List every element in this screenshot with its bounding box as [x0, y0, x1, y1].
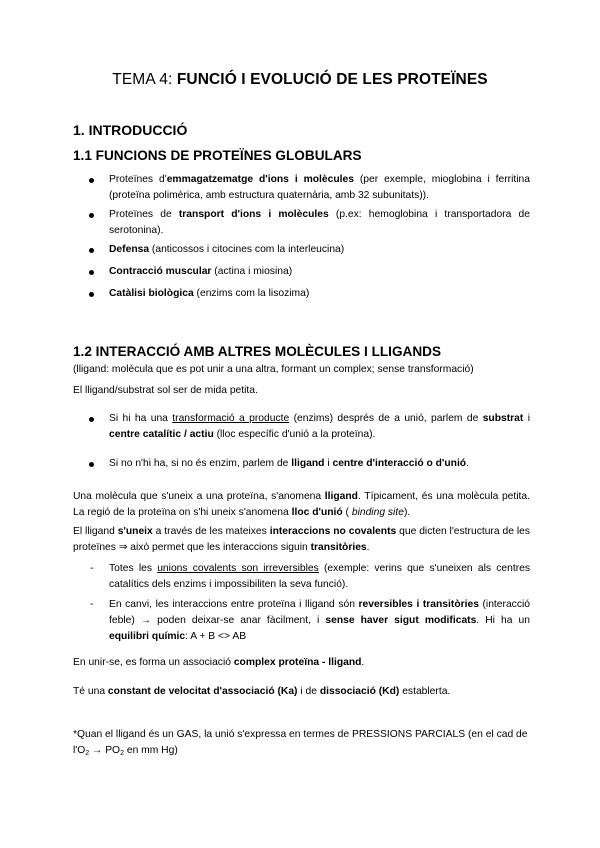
- item-underline: transformació a producte: [172, 413, 290, 424]
- functions-list: [73, 286, 530, 302]
- text: Té una: [73, 686, 108, 697]
- text-bold: interaccions no covalents: [269, 526, 397, 537]
- item-bold: equilibri químic: [109, 631, 186, 642]
- dash-icon: -: [90, 563, 94, 574]
- size-note: El lligand/substrat sol ser de mida petita.: [73, 385, 258, 396]
- item-text: Proteïnes de: [109, 209, 179, 220]
- item-text: Proteïnes d': [109, 174, 167, 185]
- list-item: [73, 597, 530, 645]
- item-text: (interacció feble) → poden deixar-se anar fàcilment, i: [109, 599, 530, 626]
- item-bold: sense haver sigut modificats: [325, 615, 477, 626]
- title-prefix: TEMA 4:: [112, 71, 177, 88]
- item-bold: emmagatzematge d'ions i molècules: [166, 174, 354, 185]
- text: establerta.: [399, 686, 451, 697]
- item-bold: Contracció muscular: [109, 266, 212, 277]
- functions-list: [73, 207, 530, 239]
- document-title: [0, 71, 600, 89]
- text: *Quan el lligand és un GAS, la unió s'expressa en termes de PRESSIONS PARCIALS (en el cad de l'O: [73, 729, 528, 756]
- text-bold: complex proteïna - lligand: [233, 657, 362, 668]
- paragraph-unio: [73, 524, 530, 556]
- bullet-icon: [89, 270, 94, 275]
- functions-list: [73, 264, 530, 280]
- interaction-list: [73, 456, 530, 472]
- text: → PO: [89, 745, 121, 756]
- item-text: (enzims) després de a unió, parlem de: [289, 413, 483, 424]
- covalent-list: [73, 561, 530, 593]
- text-bold: constant de velocitat d'associació (Ka): [107, 686, 298, 697]
- text: En unir-se, es forma un associació: [73, 657, 234, 668]
- text: Una molècula que s'uneix a una proteïna, s'anomena: [73, 491, 325, 502]
- list-item: [73, 172, 530, 204]
- list-item: [73, 411, 530, 443]
- item-text: (per exemple, mioglobina i ferritina (proteïna polimèrica, amb estructura quaternària, amb 32 subunitats)).: [109, 174, 530, 201]
- item-text: Si hi ha una: [109, 413, 173, 424]
- functions-list: [73, 172, 530, 204]
- item-bold: Catàlisi biològica: [109, 288, 194, 299]
- text: a través de les mateixes: [152, 526, 270, 537]
- section-heading-introduccio: 1. INTRODUCCIÓ: [73, 122, 188, 138]
- item-text: Si no n'hi ha, si no és enzim, parlem de: [109, 458, 292, 469]
- subsection-heading-funcions: 1.1 FUNCIONS DE PROTEÏNES GLOBULARS: [73, 148, 362, 163]
- covalent-list: [73, 597, 530, 645]
- item-bold: centre catalític / actiu: [109, 429, 214, 440]
- functions-list: [73, 242, 530, 258]
- item-text: (actina i miosina): [211, 266, 293, 277]
- item-underline: unions covalents son irreversibles: [157, 563, 319, 574]
- list-item: [73, 561, 530, 593]
- item-text: .: [466, 458, 469, 469]
- text-bold: lloc d'unió: [291, 507, 343, 518]
- text: ).: [403, 507, 411, 518]
- item-bold: substrat: [482, 413, 524, 424]
- subscript: 2: [120, 750, 124, 757]
- text: i de: [297, 686, 320, 697]
- dash-icon: -: [90, 599, 94, 610]
- item-bold: lligand: [291, 458, 325, 469]
- text: (: [342, 507, 352, 518]
- item-text: (anticossos i citocines com la interleucina): [149, 244, 345, 255]
- text: . Típicament, és una molècula petita. La regió de la proteïna on s'hi uneix s'anomena: [73, 491, 530, 518]
- item-text: i: [523, 413, 530, 424]
- item-text: (enzims com la lisozima): [193, 288, 310, 299]
- item-text: (exemple: verins que s'uneixen als centres catalítics dels enzims i impossibiliten la seva funció).: [109, 563, 531, 590]
- item-text: : A + B <> AB: [185, 631, 247, 642]
- list-item: [73, 207, 530, 239]
- text: El lligand: [73, 526, 118, 537]
- list-item: [73, 264, 530, 280]
- text: que dicten l'estructura de les proteïnes ⇒ això permet que les interaccions siguin: [73, 526, 530, 553]
- footnote-gas: [73, 727, 530, 762]
- paragraph-complex: [73, 655, 530, 671]
- text-bold: transitòries: [310, 542, 367, 553]
- item-bold: transport d'ions i molècules: [178, 209, 329, 220]
- list-item: [73, 456, 530, 472]
- lligand-definition: (lligand: molècula que es pot unir a una altra, formant un complex; sense transformació): [73, 364, 474, 375]
- bullet-icon: [89, 213, 94, 218]
- text-bold: s'uneix: [117, 526, 153, 537]
- item-text: (p.ex: hemoglobina i transportadora de serotonina).: [109, 209, 530, 236]
- bullet-icon: [89, 248, 94, 253]
- paragraph-constants: [73, 684, 530, 700]
- item-bold: reversibles i transitòries: [358, 599, 479, 610]
- item-bold: Defensa: [109, 244, 150, 255]
- bullet-icon: [89, 178, 94, 183]
- subscript: 2: [85, 750, 90, 757]
- text: .: [361, 657, 365, 668]
- paragraph-lligand: [73, 489, 530, 521]
- bullet-icon: [89, 462, 94, 467]
- bullet-icon: [89, 292, 94, 297]
- item-bold: centre d'interacció o d'unió: [332, 458, 467, 469]
- subsection-heading-interaccio: 1.2 INTERACCIÓ AMB ALTRES MOLÈCULES I LLIGANDS: [73, 344, 442, 359]
- text: .: [366, 542, 370, 553]
- bullet-icon: [89, 417, 94, 422]
- item-text: Totes les: [109, 563, 158, 574]
- item-text: i: [324, 458, 333, 469]
- list-item: [73, 242, 530, 258]
- text: en mm Hg): [123, 745, 178, 756]
- item-text: (lloc específic d'unió a la proteïna).: [213, 429, 376, 440]
- text-bold: dissociació (Kd): [319, 686, 400, 697]
- item-text: . Hi ha un: [476, 615, 530, 626]
- title-main: FUNCIÓ I EVOLUCIÓ DE LES PROTEÏNES: [176, 71, 488, 88]
- text-bold: lligand: [324, 491, 358, 502]
- item-text: En canvi, les interaccions entre proteïna i lligand són: [109, 599, 359, 610]
- interaction-list: [73, 411, 530, 443]
- text-italic: binding site: [351, 507, 404, 518]
- list-item: [73, 286, 530, 302]
